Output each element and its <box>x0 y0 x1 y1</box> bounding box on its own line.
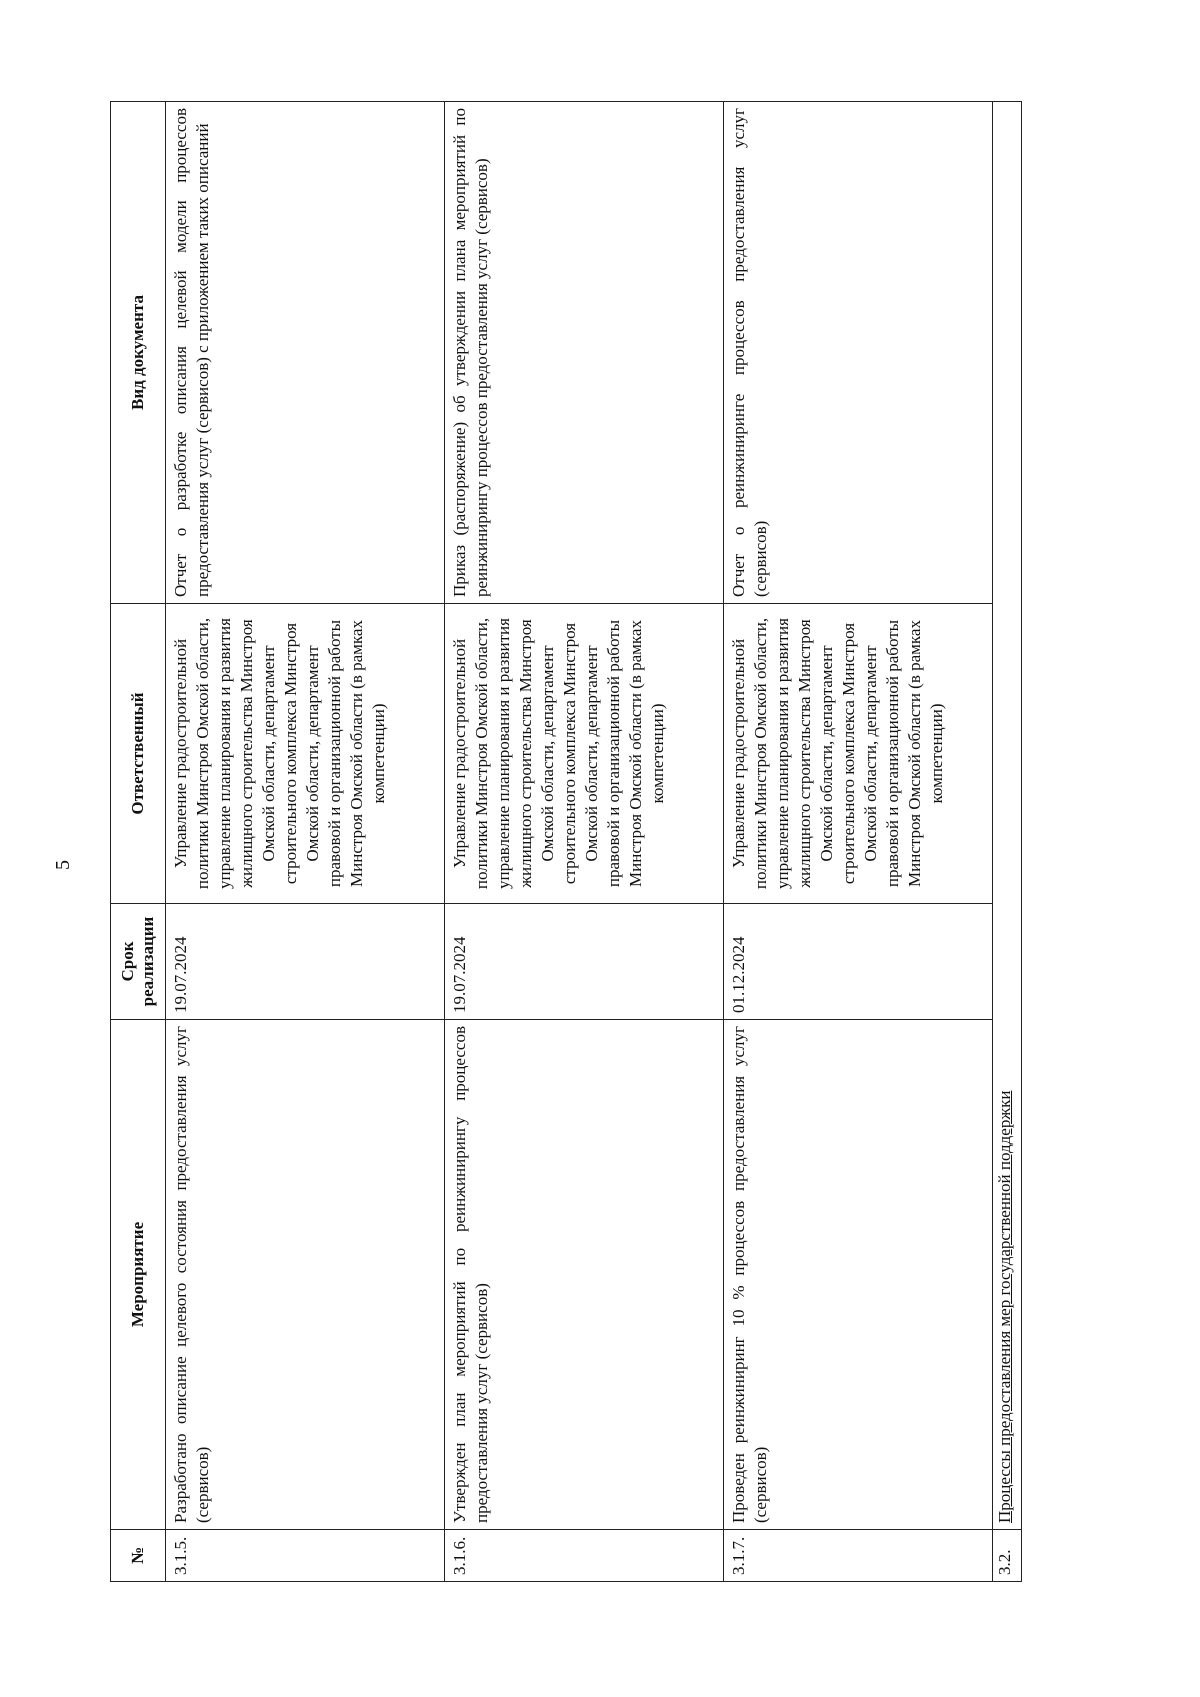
cell-event: Утвержден план мероприятий по реинжинирингу процессов предоставления услуг (сервисов) <box>445 1020 724 1530</box>
table-row <box>724 102 993 1582</box>
section-title: Процессы предоставления мер государственной поддержки <box>993 102 1022 1530</box>
header-doc-type: Вид документа <box>111 102 166 604</box>
page-number: 5 <box>52 860 74 870</box>
cell-event: Проведен реинжиниринг 10 % процессов предоставления услуг (сервисов) <box>724 1020 993 1530</box>
cell-doc-type: Отчет о разработке описания целевой модели процессов предоставления услуг (сервисов) с приложением таких описаний <box>166 102 445 604</box>
header-responsible: Ответственный <box>111 604 166 904</box>
events-table <box>110 101 1022 1582</box>
cell-date: 01.12.2024 <box>724 904 993 1020</box>
cell-responsible: Управление градостроительной политики Минстроя Омской области, управление планирования и развития жилищного строительства Минстроя Омской области, департамент строительного комплекса Минстроя Омской области, департамент правовой и организационной работы Минстроя Омской области (в рамках компетенции) <box>166 604 445 904</box>
rotated-table-container <box>110 102 1040 1582</box>
cell-num: 3.1.6. <box>445 1530 724 1582</box>
cell-responsible: Управление градостроительной политики Минстроя Омской области, управление планирования и развития жилищного строительства Минстроя Омской области, департамент строительного комплекса Минстроя Омской области, департамент правовой и организационной работы Минстроя Омской области (в рамках компетенции) <box>724 604 993 904</box>
cell-date: 19.07.2024 <box>166 904 445 1020</box>
cell-date: 19.07.2024 <box>445 904 724 1020</box>
cell-doc-type: Приказ (распоряжение) об утверждении плана мероприятий по реинжинирингу процессов предоставления услуг (сервисов) <box>445 102 724 604</box>
cell-num: 3.1.5. <box>166 1530 445 1582</box>
section-num: 3.2. <box>993 1530 1022 1582</box>
cell-doc-type: Отчет о реинжиниринге процессов предоставления услуг (сервисов) <box>724 102 993 604</box>
table-row <box>166 102 445 1582</box>
header-event: Мероприятие <box>111 1020 166 1530</box>
section-row <box>993 102 1022 1582</box>
table-header-row <box>111 102 166 1582</box>
cell-event: Разработано описание целевого состояния предоставления услуг (сервисов) <box>166 1020 445 1530</box>
cell-responsible: Управление градостроительной политики Минстроя Омской области, управление планирования и развития жилищного строительства Минстроя Омской области, департамент строительного комплекса Минстроя Омской области, департамент правовой и организационной работы Минстроя Омской области (в рамках компетенции) <box>445 604 724 904</box>
table-row <box>445 102 724 1582</box>
header-date: Срок реализации <box>111 904 166 1020</box>
cell-num: 3.1.7. <box>724 1530 993 1582</box>
header-num: № <box>111 1530 166 1582</box>
